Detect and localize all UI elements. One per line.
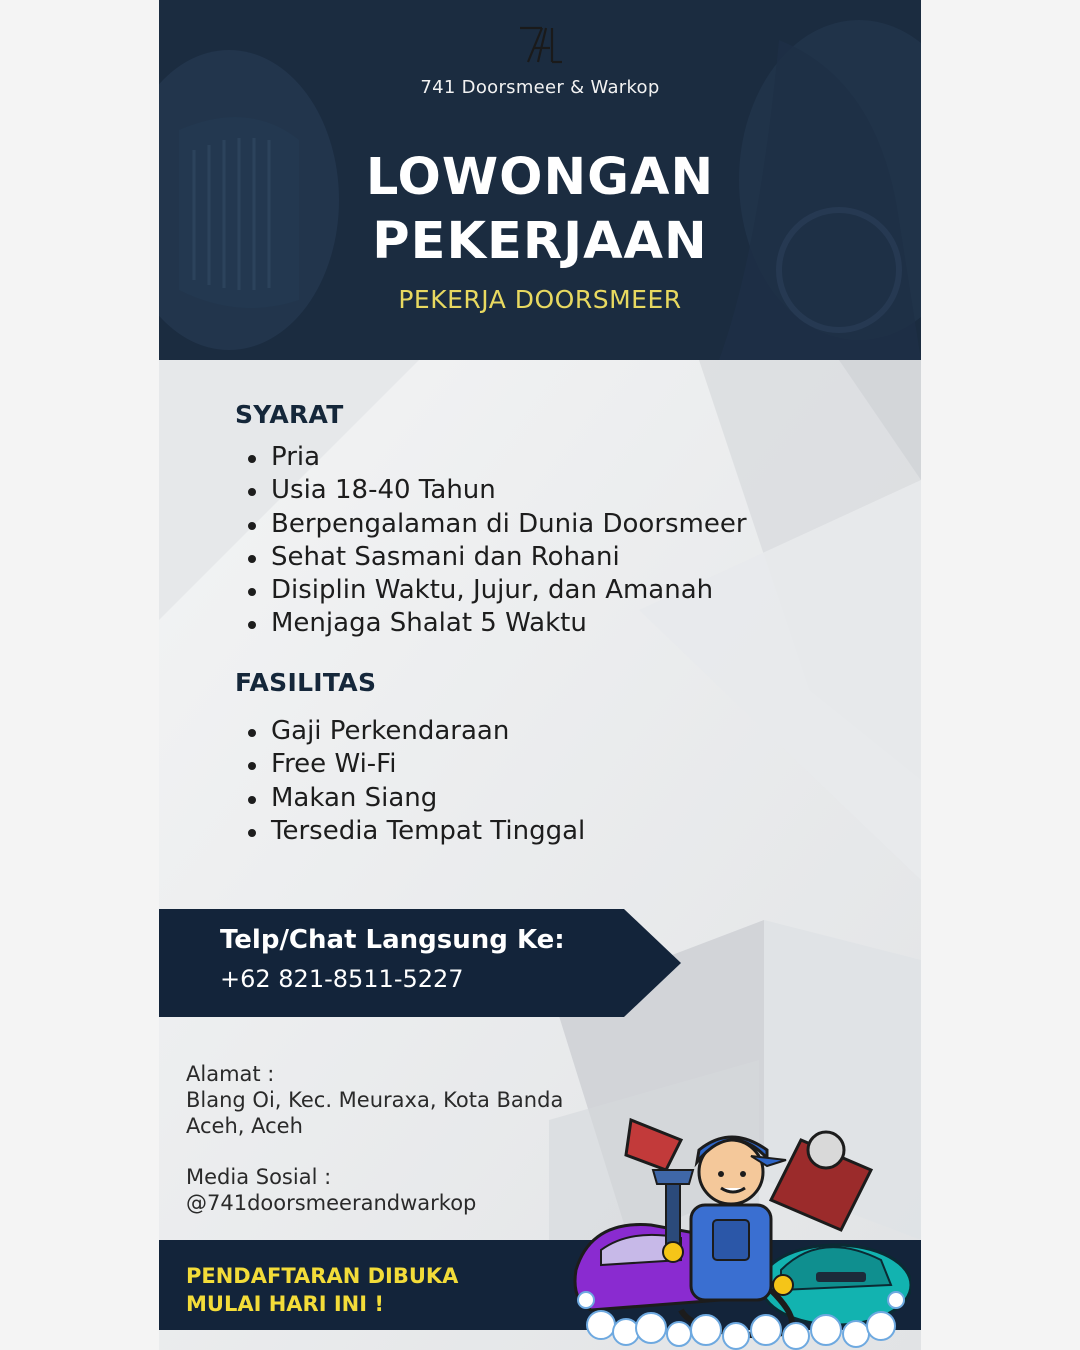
list-item: Sehat Sasmani dan Rohani bbox=[245, 541, 747, 574]
poster-header bbox=[159, 0, 921, 360]
list-item: Menjaga Shalat 5 Waktu bbox=[245, 607, 747, 640]
job-poster bbox=[159, 0, 921, 1350]
list-item: Tersedia Tempat Tinggal bbox=[245, 815, 585, 848]
contact-phone[interactable]: +62 821-8511-5227 bbox=[220, 965, 464, 993]
social-handle[interactable]: @741doorsmeerandwarkop bbox=[186, 1191, 477, 1215]
syarat-heading: SYARAT bbox=[235, 400, 344, 429]
fasilitas-list bbox=[245, 715, 585, 848]
footer-line-1: PENDAFTARAN DIBUKA bbox=[186, 1264, 459, 1288]
list-item: Makan Siang bbox=[245, 782, 585, 815]
list-item: Disiplin Waktu, Jujur, dan Amanah bbox=[245, 574, 747, 607]
fasilitas-heading: FASILITAS bbox=[235, 668, 377, 697]
title-line-2: PEKERJAAN bbox=[372, 212, 708, 271]
car-wash-mascot-illustration bbox=[571, 1110, 911, 1350]
brand-logo bbox=[516, 24, 564, 66]
address-label: Alamat : bbox=[186, 1062, 275, 1086]
list-item: Free Wi-Fi bbox=[245, 748, 585, 781]
list-item: Pria bbox=[245, 441, 747, 474]
title-line-1: LOWONGAN bbox=[365, 148, 715, 207]
contact-label: Telp/Chat Langsung Ke: bbox=[220, 925, 565, 955]
job-position: PEKERJA DOORSMEER bbox=[398, 285, 682, 314]
address-text: Blang Oi, Kec. Meuraxa, Kota Banda Aceh, Aceh bbox=[186, 1088, 564, 1138]
list-item: Berpengalaman di Dunia Doorsmeer bbox=[245, 508, 747, 541]
brand-name: 741 Doorsmeer & Warkop bbox=[420, 77, 660, 98]
footer-text bbox=[186, 1262, 566, 1318]
list-item: Usia 18-40 Tahun bbox=[245, 474, 747, 507]
social-label: Media Sosial : bbox=[186, 1165, 332, 1189]
syarat-list bbox=[245, 441, 747, 641]
page-title bbox=[159, 146, 921, 274]
list-item: Gaji Perkendaraan bbox=[245, 715, 585, 748]
footer-line-2: MULAI HARI INI ! bbox=[186, 1292, 384, 1316]
